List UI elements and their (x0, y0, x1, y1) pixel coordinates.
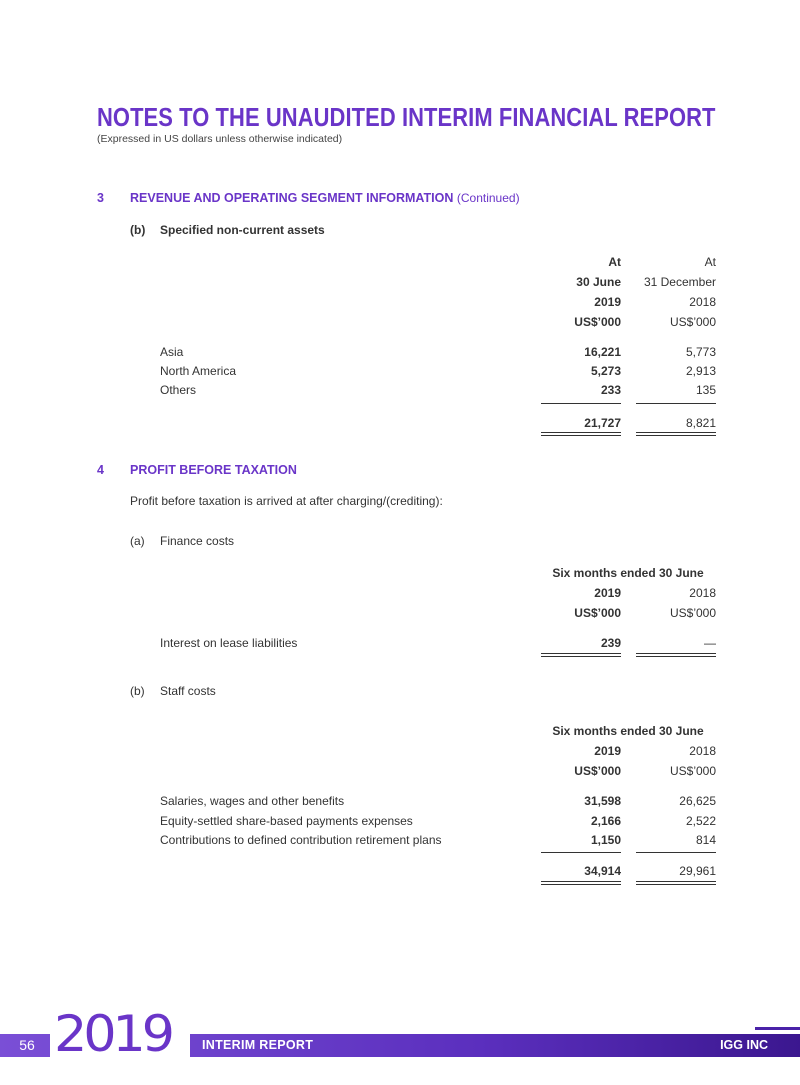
period-header: Six months ended 30 June (552, 724, 704, 738)
table-row-label: Salaries, wages and other benefits (160, 794, 345, 808)
subsection-title: Staff costs (160, 684, 216, 698)
subsection-label: (b) (130, 223, 146, 237)
col2-header: 2018 (689, 586, 716, 600)
table-row-label: Interest on lease liabilities (160, 636, 298, 650)
table-cell: 233 (600, 383, 621, 397)
table-total: 34,914 (584, 864, 621, 878)
page-title: NOTES TO THE UNAUDITED INTERIM FINANCIAL REPORT (97, 104, 716, 132)
col1-header: 2019 (594, 586, 621, 600)
col1-header: US$’000 (574, 315, 621, 329)
table-row-label: Asia (160, 345, 184, 359)
total-double-rule (541, 881, 621, 885)
table-row-label: Contributions to defined contribution retirement plans (160, 833, 442, 847)
col1-header: At (608, 255, 621, 269)
total-double-rule (541, 653, 621, 657)
col2-header: US$’000 (669, 315, 716, 329)
table-cell: 2,166 (590, 814, 621, 828)
table-cell: 239 (600, 636, 621, 650)
total-double-rule (636, 432, 716, 436)
col1-header: US$’000 (574, 606, 621, 620)
table-cell: 2,913 (685, 364, 716, 378)
table-cell: 5,773 (685, 345, 716, 359)
total-double-rule (636, 881, 716, 885)
subsection-title: Specified non-current assets (160, 223, 325, 237)
col2-header: 31 December (643, 275, 716, 289)
col2-header: 2018 (689, 744, 716, 758)
year-logo: 2019 (54, 1005, 171, 1063)
report-label: INTERIM REPORT (202, 1038, 314, 1052)
section-title: REVENUE AND OPERATING SEGMENT INFORMATION (130, 191, 454, 205)
section-intro: Profit before taxation is arrived at after charging/(crediting): (130, 494, 443, 508)
col2-header: US$’000 (669, 764, 716, 778)
col1-header: 30 June (576, 275, 621, 289)
col2-header: US$’000 (669, 606, 716, 620)
brand-label: IGG INC (720, 1038, 768, 1052)
table-cell: 31,598 (584, 794, 621, 808)
subsection-label: (b) (130, 684, 145, 698)
table-cell: 26,625 (679, 794, 716, 808)
section-number: 3 (97, 191, 104, 205)
table-cell: 1,150 (590, 833, 621, 847)
footer-accent-line (755, 1027, 800, 1030)
col1-header: 2019 (594, 295, 621, 309)
total-double-rule (541, 432, 621, 436)
table-cell: 135 (695, 383, 716, 397)
table-cell: 5,273 (590, 364, 621, 378)
col1-header: 2019 (594, 744, 621, 758)
table-total: 21,727 (584, 416, 621, 430)
section-title: PROFIT BEFORE TAXATION (130, 463, 297, 477)
page-subtitle: (Expressed in US dollars unless otherwise indicated) (97, 133, 343, 145)
table-cell: 2,522 (685, 814, 716, 828)
table-total: 8,821 (685, 416, 716, 430)
table-cell: — (704, 636, 716, 650)
table-row-label: Others (160, 383, 197, 397)
section-number: 4 (97, 463, 104, 477)
col2-header: 2018 (689, 295, 716, 309)
table-row-label: Equity-settled share-based payments expenses (160, 814, 413, 828)
subsection-title: Finance costs (160, 534, 235, 548)
subtotal-rule (541, 403, 621, 404)
col2-header: At (704, 255, 716, 269)
section-heading (130, 191, 520, 205)
col1-header: US$’000 (574, 764, 621, 778)
subtotal-rule (541, 852, 621, 853)
table-total: 29,961 (679, 864, 716, 878)
period-header: Six months ended 30 June (552, 566, 704, 580)
subsection-label: (a) (130, 534, 145, 548)
section-continued: (Continued) (456, 191, 520, 205)
table-cell: 814 (695, 833, 716, 847)
table-row-label: North America (160, 364, 237, 378)
page-number: 56 (19, 1037, 35, 1053)
subtotal-rule (636, 403, 716, 404)
total-double-rule (636, 653, 716, 657)
subtotal-rule (636, 852, 716, 853)
table-cell: 16,221 (584, 345, 621, 359)
